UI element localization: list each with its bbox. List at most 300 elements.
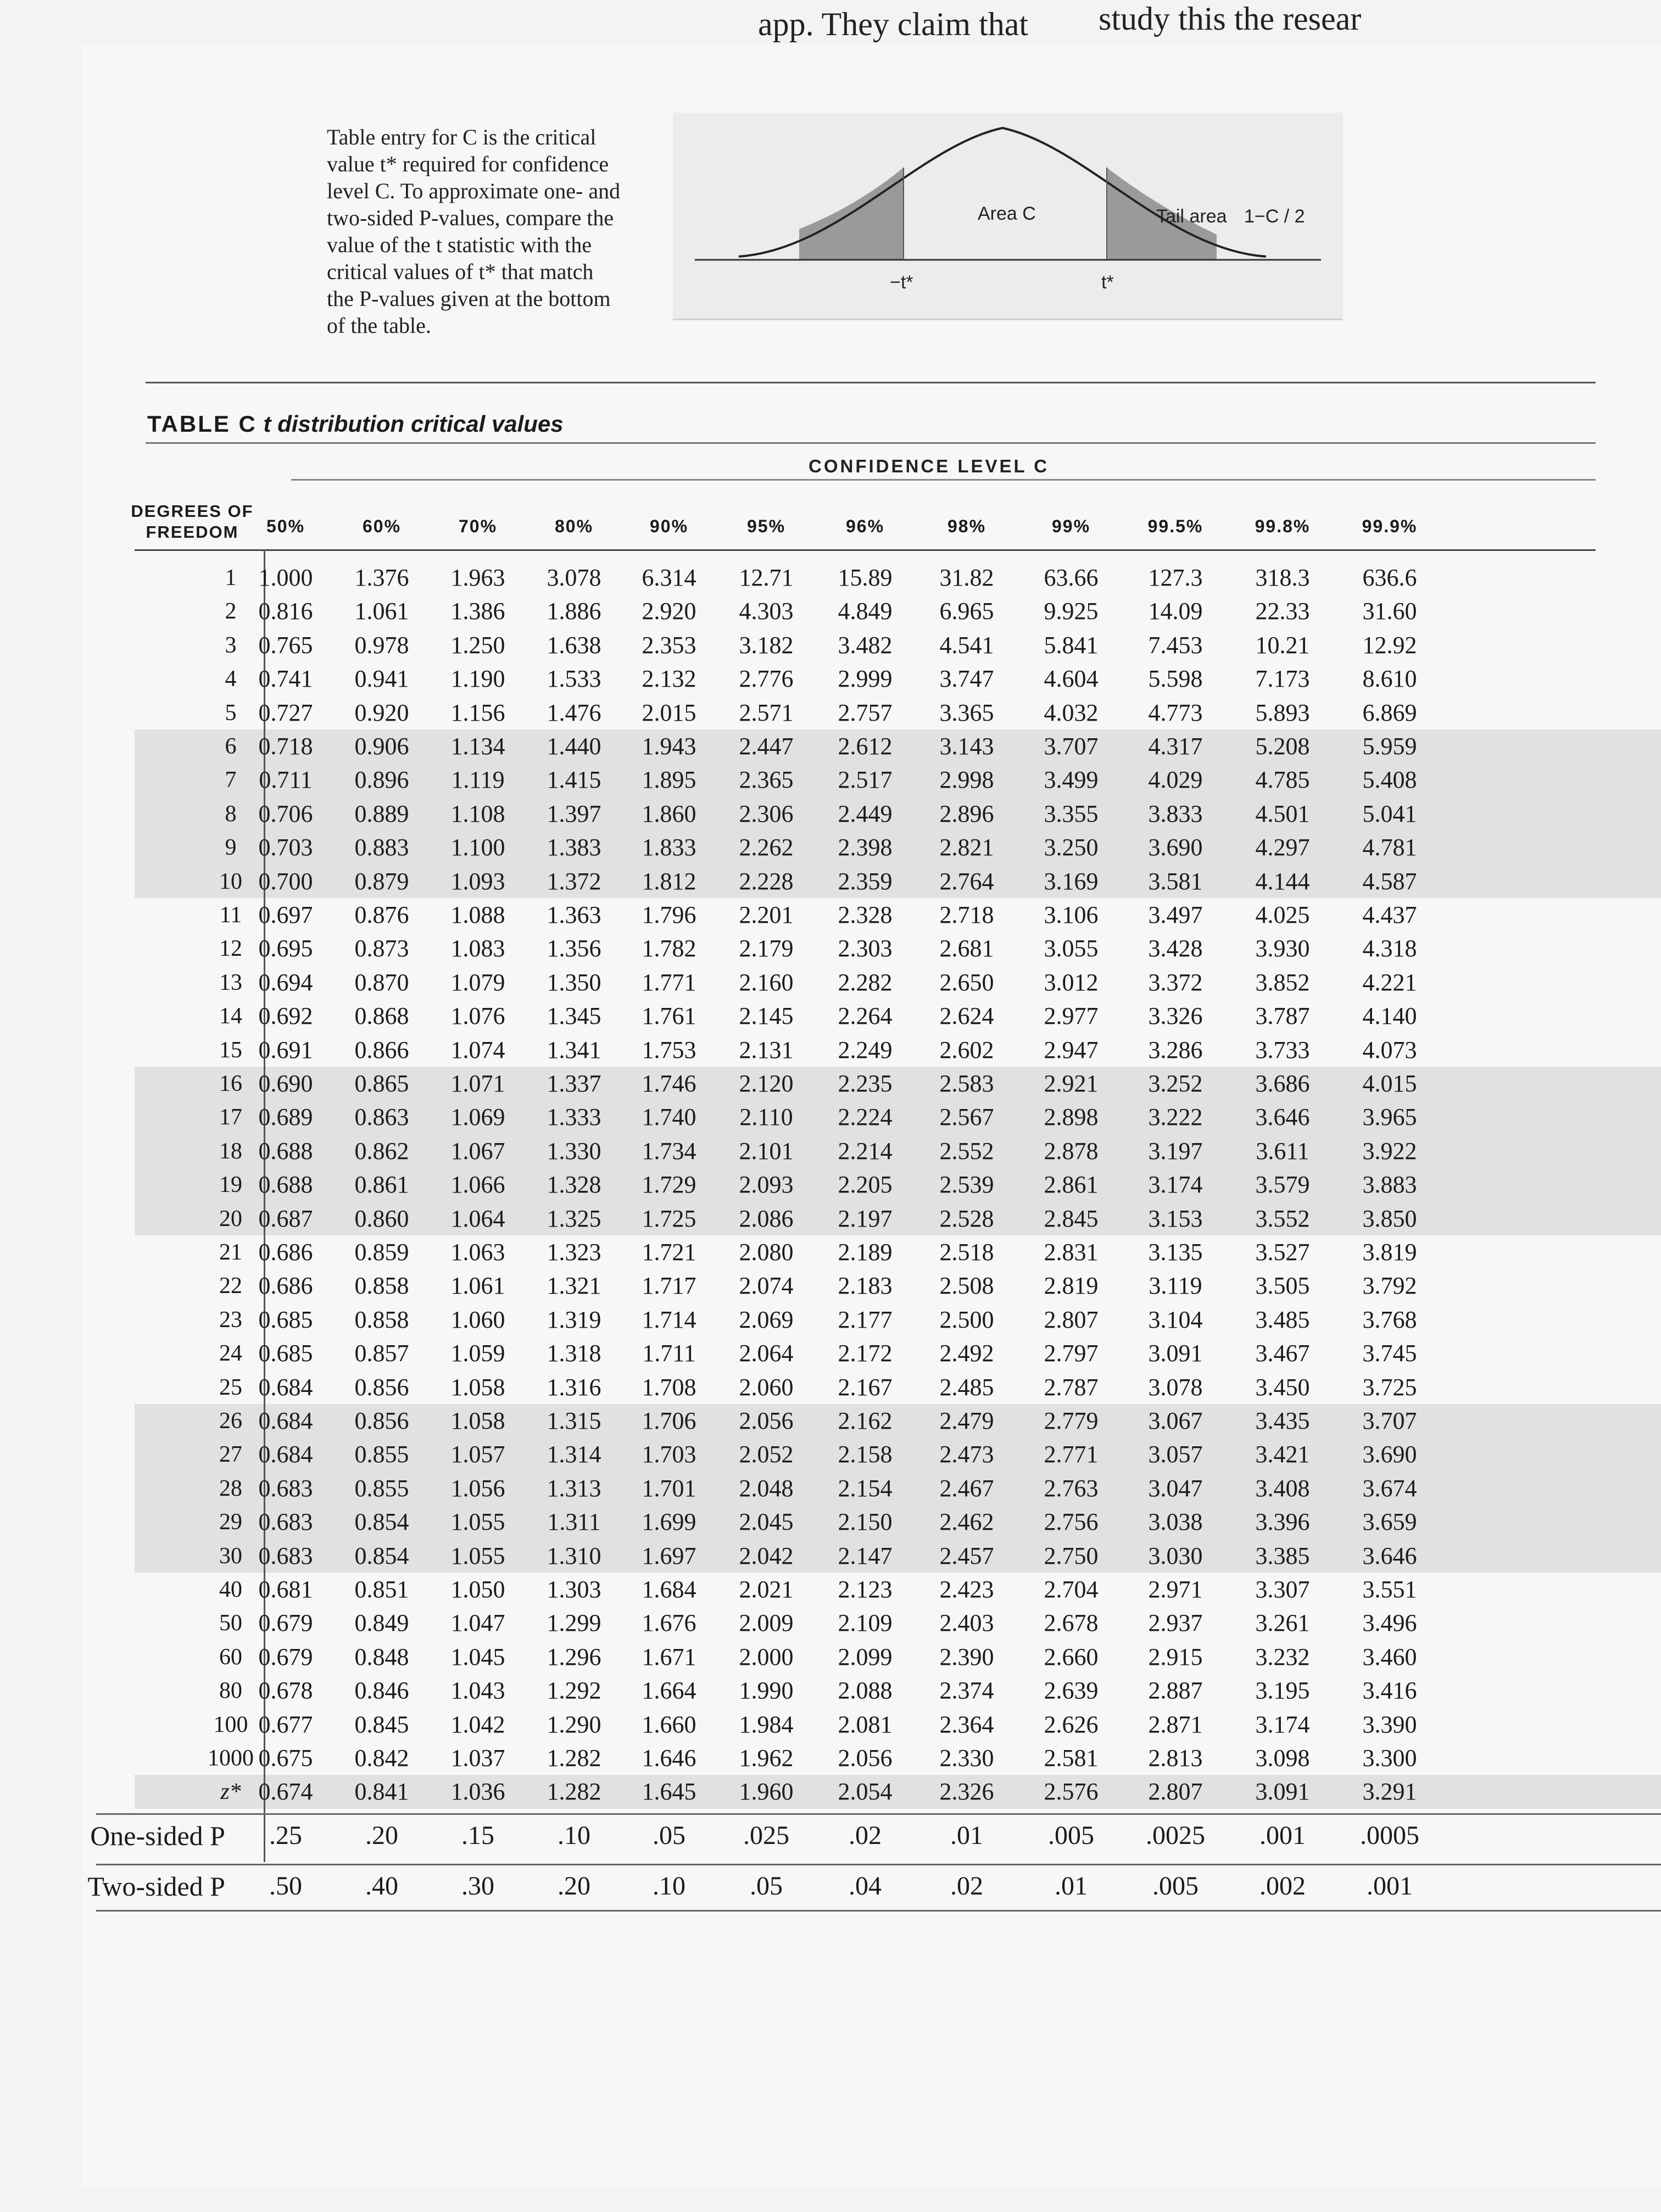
- value-cell: 2.921: [1044, 1070, 1099, 1097]
- value-cell: 2.158: [838, 1441, 893, 1468]
- value-cell: 1.734: [642, 1137, 696, 1164]
- value-cell: 2.626: [1044, 1710, 1099, 1738]
- value-cell: 1.671: [642, 1643, 696, 1670]
- value-cell: 3.365: [939, 699, 994, 726]
- df-cell: 40: [219, 1577, 242, 1602]
- value-cell: 1.059: [450, 1340, 505, 1367]
- value-cell: 4.781: [1362, 834, 1417, 861]
- table-row: [82, 765, 1661, 795]
- df-cell: 12: [219, 936, 242, 962]
- value-cell: 2.457: [939, 1542, 994, 1569]
- value-cell: 2.567: [939, 1104, 994, 1131]
- value-cell: 3.922: [1362, 1137, 1417, 1164]
- value-cell: 2.660: [1044, 1643, 1099, 1670]
- df-cell: 15: [219, 1037, 242, 1063]
- value-cell: 2.045: [739, 1508, 794, 1536]
- value-cell: 2.449: [838, 800, 893, 827]
- confidence-level-label: 99.9%: [1362, 516, 1418, 536]
- value-cell: 3.505: [1255, 1272, 1310, 1300]
- value-cell: 4.029: [1148, 766, 1203, 794]
- value-cell: 3.408: [1255, 1474, 1310, 1502]
- value-cell: 2.101: [739, 1137, 794, 1164]
- value-cell: 5.408: [1362, 766, 1417, 794]
- value-cell: 2.145: [739, 1002, 794, 1030]
- table-row: [82, 1608, 1661, 1638]
- value-cell: 2.326: [939, 1778, 994, 1806]
- value-cell: 1.638: [547, 631, 601, 659]
- value-cell: 1.071: [450, 1070, 505, 1097]
- value-cell: 2.282: [838, 968, 893, 996]
- value-cell: 0.683: [258, 1508, 313, 1536]
- value-cell: 2.074: [739, 1272, 794, 1300]
- df-cell: 20: [219, 1206, 242, 1232]
- value-cell: 1.299: [547, 1609, 601, 1637]
- value-cell: 8.610: [1362, 665, 1417, 693]
- value-cell: 0.845: [354, 1710, 409, 1738]
- value-cell: 2.878: [1044, 1137, 1099, 1164]
- value-cell: 1.042: [450, 1710, 505, 1738]
- value-cell: 2.162: [838, 1407, 893, 1434]
- df-cell: 100: [213, 1712, 248, 1737]
- table-row: [82, 1642, 1661, 1672]
- p-value-cell: .002: [1259, 1871, 1306, 1901]
- value-cell: 1.833: [642, 834, 696, 861]
- value-cell: 3.852: [1255, 968, 1310, 996]
- value-cell: 2.021: [739, 1576, 794, 1603]
- value-cell: 3.646: [1255, 1104, 1310, 1131]
- value-cell: 2.306: [739, 800, 794, 827]
- value-cell: 4.015: [1362, 1070, 1417, 1097]
- df-cell: 7: [225, 767, 237, 793]
- value-cell: 0.883: [354, 834, 409, 861]
- value-cell: 0.846: [354, 1677, 409, 1704]
- value-cell: 6.314: [642, 564, 696, 591]
- value-cell: 0.858: [354, 1272, 409, 1300]
- value-cell: 3.707: [1362, 1407, 1417, 1434]
- value-cell: 2.303: [838, 935, 893, 962]
- value-cell: 2.120: [739, 1070, 794, 1097]
- confidence-level-label: 98%: [947, 516, 986, 536]
- value-cell: 2.042: [739, 1542, 794, 1569]
- title-rule: [146, 442, 1596, 444]
- value-cell: 2.947: [1044, 1036, 1099, 1063]
- page-edge-text: [758, 0, 1661, 49]
- value-cell: 4.297: [1255, 834, 1310, 861]
- df-cell: 1000: [208, 1746, 254, 1771]
- value-cell: 1.895: [642, 766, 696, 794]
- p-value-cell: .025: [743, 1820, 789, 1850]
- value-cell: 0.679: [258, 1643, 313, 1670]
- value-cell: 0.703: [258, 834, 313, 861]
- df-cell: 2: [225, 599, 237, 625]
- value-cell: 1.962: [739, 1745, 794, 1771]
- value-cell: 3.104: [1148, 1306, 1203, 1333]
- value-cell: 0.854: [354, 1542, 409, 1569]
- table-row: [82, 1305, 1661, 1335]
- df-cell: 17: [219, 1105, 242, 1130]
- value-cell: 1.043: [450, 1677, 505, 1704]
- p-value-cell: .50: [269, 1871, 302, 1901]
- intro-line: of the table.: [327, 313, 431, 338]
- value-cell: 0.688: [258, 1137, 313, 1164]
- table-row: [82, 934, 1661, 963]
- value-cell: 3.252: [1148, 1070, 1203, 1097]
- value-cell: 2.704: [1044, 1576, 1099, 1603]
- value-cell: 3.326: [1148, 1002, 1203, 1030]
- p-value-cell: .05: [653, 1820, 685, 1850]
- value-cell: 14.09: [1148, 598, 1203, 625]
- value-cell: 0.873: [354, 935, 409, 962]
- value-cell: 1.761: [642, 1002, 696, 1030]
- table-row: [82, 1069, 1661, 1099]
- value-cell: 1.753: [642, 1036, 696, 1063]
- value-cell: 1.079: [450, 968, 505, 996]
- value-cell: 5.841: [1044, 631, 1099, 659]
- value-cell: 2.197: [838, 1205, 893, 1232]
- df-cell: 11: [219, 902, 242, 928]
- value-cell: 2.896: [939, 800, 994, 827]
- value-cell: 3.646: [1362, 1542, 1417, 1569]
- value-cell: 1.063: [450, 1239, 505, 1266]
- value-cell: 2.831: [1044, 1239, 1099, 1266]
- value-cell: 1.055: [450, 1542, 505, 1569]
- value-cell: 2.086: [739, 1205, 794, 1232]
- value-cell: 4.587: [1362, 867, 1417, 895]
- value-cell: 0.679: [258, 1609, 313, 1637]
- value-cell: 2.539: [939, 1171, 994, 1199]
- value-cell: 0.856: [354, 1373, 409, 1401]
- value-cell: 3.261: [1255, 1609, 1310, 1637]
- value-cell: 2.639: [1044, 1677, 1099, 1704]
- table-row: [82, 799, 1661, 829]
- value-cell: 0.718: [258, 733, 313, 760]
- value-cell: 3.747: [939, 665, 994, 693]
- value-cell: 3.768: [1362, 1306, 1417, 1333]
- df-cell: 4: [225, 666, 237, 692]
- value-cell: 3.686: [1255, 1070, 1310, 1097]
- value-cell: 3.098: [1255, 1745, 1310, 1771]
- value-cell: 2.467: [939, 1474, 994, 1502]
- value-cell: 1.660: [642, 1710, 696, 1738]
- value-cell: 2.160: [739, 968, 794, 996]
- value-cell: 2.228: [739, 867, 794, 895]
- value-cell: 2.147: [838, 1542, 893, 1569]
- value-cell: 2.771: [1044, 1441, 1099, 1468]
- value-cell: 3.135: [1148, 1239, 1203, 1266]
- value-cell: 1.060: [450, 1306, 505, 1333]
- value-cell: 0.685: [258, 1340, 313, 1367]
- value-cell: 4.785: [1255, 766, 1310, 794]
- value-cell: 2.088: [838, 1677, 893, 1704]
- p-row-rule: [96, 1864, 1661, 1865]
- value-cell: 3.300: [1362, 1745, 1417, 1771]
- value-cell: 2.214: [838, 1137, 893, 1164]
- df-cell: 18: [219, 1138, 242, 1164]
- value-cell: 2.624: [939, 1002, 994, 1030]
- value-cell: 2.764: [939, 867, 994, 895]
- value-cell: 0.687: [258, 1205, 313, 1232]
- confidence-level-label: 96%: [845, 516, 885, 536]
- df-cell: 22: [219, 1273, 242, 1299]
- value-cell: 1.069: [450, 1104, 505, 1131]
- value-cell: 2.915: [1148, 1643, 1203, 1670]
- value-cell: 1.319: [547, 1306, 601, 1333]
- value-cell: 2.123: [838, 1576, 893, 1603]
- value-cell: 1.706: [642, 1407, 696, 1434]
- confidence-level-label: 99.5%: [1147, 516, 1203, 536]
- value-cell: 2.009: [739, 1609, 794, 1637]
- intro-line: critical values of t* that match: [327, 259, 594, 284]
- value-cell: 1.796: [642, 901, 696, 928]
- table-row: [82, 1373, 1661, 1402]
- value-cell: 2.081: [838, 1710, 893, 1738]
- value-cell: 1.323: [547, 1239, 601, 1266]
- value-cell: 0.941: [354, 665, 409, 693]
- value-cell: 0.706: [258, 800, 313, 827]
- two-sided-p-row: [82, 1867, 1661, 1905]
- value-cell: 1.697: [642, 1542, 696, 1569]
- value-cell: 2.552: [939, 1137, 994, 1164]
- value-cell: 2.807: [1148, 1778, 1203, 1806]
- value-cell: 3.091: [1148, 1340, 1203, 1367]
- value-cell: 1.943: [642, 733, 696, 760]
- table-row: [82, 1541, 1661, 1571]
- value-cell: 2.052: [739, 1441, 794, 1468]
- p-value-cell: .10: [558, 1820, 590, 1850]
- value-cell: 0.686: [258, 1239, 313, 1266]
- value-cell: 3.055: [1044, 935, 1099, 962]
- value-cell: 0.675: [258, 1745, 313, 1771]
- t-distribution-figure: [673, 113, 1343, 320]
- value-cell: 1.057: [450, 1441, 505, 1468]
- table-row: [82, 900, 1661, 930]
- value-cell: 2.517: [838, 766, 893, 794]
- value-cell: 0.865: [354, 1070, 409, 1097]
- value-cell: 1.100: [450, 834, 505, 861]
- value-cell: 0.906: [354, 733, 409, 760]
- value-cell: 1.315: [547, 1407, 601, 1434]
- table-row: [82, 1204, 1661, 1234]
- value-cell: 4.604: [1044, 665, 1099, 693]
- value-cell: 0.695: [258, 935, 313, 962]
- textbook-page: [82, 44, 1661, 2186]
- value-cell: 3.428: [1148, 935, 1203, 962]
- value-cell: 4.144: [1255, 867, 1310, 895]
- table-title: [147, 411, 564, 437]
- df-cell: 27: [219, 1442, 242, 1468]
- value-cell: 1.282: [547, 1745, 601, 1771]
- value-cell: 2.189: [838, 1239, 893, 1266]
- value-cell: 4.317: [1148, 733, 1203, 760]
- value-cell: 1.076: [450, 1002, 505, 1030]
- value-cell: 2.518: [939, 1239, 994, 1266]
- value-cell: 0.683: [258, 1474, 313, 1502]
- value-cell: 3.182: [739, 631, 794, 659]
- pos-t-label: t*: [1101, 272, 1114, 293]
- value-cell: 0.851: [354, 1576, 409, 1603]
- top-text-line-2: study this the resear: [1099, 1, 1362, 37]
- value-cell: 2.109: [838, 1609, 893, 1637]
- value-cell: 3.047: [1148, 1474, 1203, 1502]
- df-header-line-1: DEGREES OF: [131, 502, 254, 521]
- value-cell: 2.423: [939, 1576, 994, 1603]
- df-cell: 80: [219, 1678, 242, 1704]
- p-value-cell: .10: [653, 1871, 685, 1901]
- p-row-label: One-sided P: [90, 1820, 225, 1851]
- value-cell: 2.473: [939, 1441, 994, 1468]
- value-cell: 3.579: [1255, 1171, 1310, 1199]
- value-cell: 1.645: [642, 1778, 696, 1806]
- value-cell: 3.611: [1256, 1137, 1309, 1164]
- p-value-cell: .20: [365, 1820, 398, 1850]
- value-cell: 127.3: [1148, 564, 1203, 591]
- value-cell: 2.756: [1044, 1508, 1099, 1536]
- value-cell: 2.787: [1044, 1373, 1099, 1401]
- p-value-cell: .0005: [1360, 1820, 1419, 1850]
- value-cell: 2.054: [838, 1778, 893, 1806]
- value-cell: 2.998: [939, 766, 994, 794]
- value-cell: 2.845: [1044, 1205, 1099, 1232]
- top-rule: [146, 382, 1596, 383]
- value-cell: 1.714: [642, 1306, 696, 1333]
- value-cell: 3.485: [1255, 1306, 1310, 1333]
- value-cell: 3.012: [1044, 968, 1099, 996]
- value-cell: 2.999: [838, 665, 893, 693]
- table-row: [82, 664, 1661, 694]
- value-cell: 3.195: [1255, 1677, 1310, 1704]
- value-cell: 2.177: [838, 1306, 893, 1333]
- intro-line: value of the t statistic with the: [327, 232, 592, 257]
- value-cell: 1.074: [450, 1036, 505, 1063]
- table-row: [82, 1339, 1661, 1368]
- p-row-label: Two-sided P: [87, 1870, 225, 1902]
- value-cell: 2.821: [939, 834, 994, 861]
- value-cell: 2.763: [1044, 1474, 1099, 1502]
- table-row: [82, 1170, 1661, 1200]
- value-cell: 3.038: [1148, 1508, 1203, 1536]
- df-cell: 60: [219, 1644, 242, 1670]
- value-cell: 1.325: [547, 1205, 601, 1232]
- value-cell: 1.067: [450, 1137, 505, 1164]
- value-cell: 0.688: [258, 1171, 313, 1199]
- value-cell: 2.235: [838, 1070, 893, 1097]
- value-cell: 0.868: [354, 1002, 409, 1030]
- value-cell: 2.167: [838, 1373, 893, 1401]
- value-cell: 0.765: [258, 631, 313, 659]
- table-row: [82, 1271, 1661, 1301]
- value-cell: 2.813: [1148, 1745, 1203, 1771]
- value-cell: 3.792: [1362, 1272, 1417, 1300]
- value-cell: 1.350: [547, 968, 601, 996]
- value-cell: 3.091: [1255, 1778, 1310, 1806]
- value-cell: 0.978: [354, 631, 409, 659]
- p-value-cell: .20: [558, 1871, 590, 1901]
- value-cell: 2.807: [1044, 1306, 1099, 1333]
- value-cell: 0.920: [354, 699, 409, 726]
- value-cell: 1.282: [547, 1778, 601, 1806]
- value-cell: 5.959: [1362, 733, 1417, 760]
- value-cell: 2.757: [838, 699, 893, 726]
- value-cell: 2.353: [642, 631, 696, 659]
- value-cell: 2.718: [939, 901, 994, 928]
- value-cell: 15.89: [838, 564, 893, 591]
- value-cell: 1.397: [547, 800, 601, 827]
- table-bottom-rule: [96, 1910, 1661, 1912]
- value-cell: 2.359: [838, 867, 893, 895]
- value-cell: 0.855: [354, 1441, 409, 1468]
- df-cell: 16: [219, 1071, 242, 1096]
- value-cell: 1.190: [450, 665, 505, 693]
- value-cell: 318.3: [1255, 564, 1310, 591]
- value-cell: 2.201: [739, 901, 794, 928]
- value-cell: 2.776: [739, 665, 794, 693]
- value-cell: 1.290: [547, 1710, 601, 1738]
- value-cell: 2.581: [1044, 1745, 1099, 1771]
- value-cell: 0.860: [354, 1205, 409, 1232]
- value-cell: 2.479: [939, 1407, 994, 1434]
- table-row: [82, 597, 1661, 626]
- value-cell: 2.500: [939, 1306, 994, 1333]
- value-cell: 2.819: [1044, 1272, 1099, 1300]
- intro-line: two-sided P-values, compare the: [327, 205, 614, 230]
- value-cell: 3.690: [1148, 834, 1203, 861]
- value-cell: 2.390: [939, 1643, 994, 1670]
- value-cell: 2.264: [838, 1002, 893, 1030]
- value-cell: 2.364: [939, 1710, 994, 1738]
- value-cell: 1.990: [739, 1677, 794, 1704]
- value-cell: 1.061: [354, 598, 409, 625]
- value-cell: 1.156: [450, 699, 505, 726]
- top-text-line-1: app. They claim that: [758, 6, 1029, 42]
- value-cell: 1.045: [450, 1643, 505, 1670]
- value-cell: 3.174: [1148, 1171, 1203, 1199]
- value-cell: 0.691: [258, 1036, 313, 1063]
- value-cell: 2.179: [739, 935, 794, 962]
- value-cell: 2.447: [739, 733, 794, 760]
- value-cell: 2.183: [838, 1272, 893, 1300]
- value-cell: 3.733: [1255, 1036, 1310, 1063]
- value-cell: 0.861: [354, 1171, 409, 1199]
- value-cell: 3.396: [1255, 1508, 1310, 1536]
- value-cell: 1.337: [547, 1070, 601, 1097]
- value-cell: 1.055: [450, 1508, 505, 1536]
- value-cell: 1.330: [547, 1137, 601, 1164]
- value-cell: 4.025: [1255, 901, 1310, 928]
- value-cell: 0.855: [354, 1474, 409, 1502]
- value-cell: 3.482: [838, 631, 893, 659]
- confidence-level-label: 70%: [458, 516, 498, 536]
- value-cell: 1.725: [642, 1205, 696, 1232]
- df-cell: 13: [219, 970, 242, 995]
- p-value-cell: .005: [1048, 1820, 1094, 1850]
- value-cell: 1.345: [547, 1002, 601, 1030]
- value-cell: 0.863: [354, 1104, 409, 1131]
- p-value-cell: .25: [269, 1820, 302, 1850]
- confidence-level-label: 99.8%: [1255, 516, 1311, 536]
- neg-t-label: −t*: [890, 272, 913, 293]
- value-cell: 3.450: [1255, 1373, 1310, 1401]
- value-cell: 2.612: [838, 733, 893, 760]
- value-cell: 2.069: [739, 1306, 794, 1333]
- value-cell: 3.057: [1148, 1441, 1203, 1468]
- value-cell: 1.292: [547, 1677, 601, 1704]
- value-cell: 1.721: [642, 1239, 696, 1266]
- value-cell: 1.711: [642, 1340, 696, 1367]
- value-cell: 1.047: [450, 1609, 505, 1637]
- confidence-level-label: 60%: [362, 516, 402, 536]
- value-cell: 1.056: [450, 1474, 505, 1502]
- value-cell: 1.313: [547, 1474, 601, 1502]
